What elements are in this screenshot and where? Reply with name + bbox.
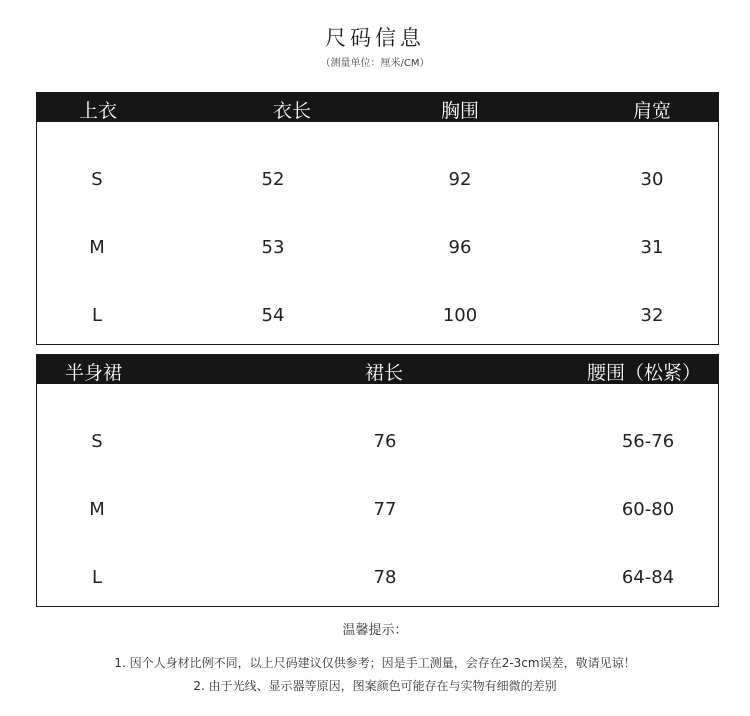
shoulder-cell: 32 <box>640 305 664 326</box>
length-cell: 54 <box>261 305 285 326</box>
table-row <box>37 563 718 593</box>
waist-cell: 56-76 <box>621 431 675 452</box>
header-top: 上衣 <box>79 100 118 122</box>
top-table-header <box>37 93 718 122</box>
header-skirt: 半身裙 <box>65 362 123 384</box>
chest-cell: 96 <box>448 237 472 258</box>
length-cell: 53 <box>261 237 285 258</box>
size-cell: L <box>91 305 103 326</box>
chest-cell: 92 <box>448 169 472 190</box>
skirt-size-table <box>36 354 719 607</box>
header-shoulder: 肩宽 <box>633 100 672 122</box>
page-title: 尺码信息 <box>325 26 425 50</box>
shoulder-cell: 30 <box>640 169 664 190</box>
top-size-table <box>36 92 719 345</box>
skirt-length-cell: 76 <box>373 431 397 452</box>
skirt-length-cell: 77 <box>373 499 397 520</box>
header-skirt-length: 裙长 <box>365 362 404 384</box>
shoulder-cell: 31 <box>640 237 664 258</box>
table-row <box>37 427 718 457</box>
table-row <box>37 165 718 195</box>
size-cell: L <box>91 567 103 588</box>
table-row <box>37 301 718 331</box>
size-cell: S <box>91 431 103 452</box>
table-row <box>37 495 718 525</box>
measurement-unit-note: （测量单位：厘米/CM） <box>320 58 430 69</box>
waist-cell: 60-80 <box>621 499 675 520</box>
waist-cell: 64-84 <box>621 567 675 588</box>
size-cell: S <box>91 169 103 190</box>
header-waist: 腰围（松紧） <box>587 362 702 384</box>
tips-heading: 温馨提示： <box>342 623 408 638</box>
length-cell: 52 <box>261 169 285 190</box>
skirt-length-cell: 78 <box>373 567 397 588</box>
table-row <box>37 233 718 263</box>
size-cell: M <box>89 237 105 258</box>
skirt-table-header <box>37 355 718 384</box>
size-cell: M <box>89 499 105 520</box>
header-chest: 胸围 <box>441 100 480 122</box>
tip-line-2: 2. 由于光线、显示器等原因，图案颜色可能存在与实物有细微的差别 <box>193 679 557 693</box>
chest-cell: 100 <box>442 305 478 326</box>
tip-line-1: 1. 因个人身材比例不同，以上尺码建议仅供参考；因是手工测量，会存在2-3cm误差，敬请见谅！ <box>114 656 636 670</box>
header-length: 衣长 <box>273 100 312 122</box>
